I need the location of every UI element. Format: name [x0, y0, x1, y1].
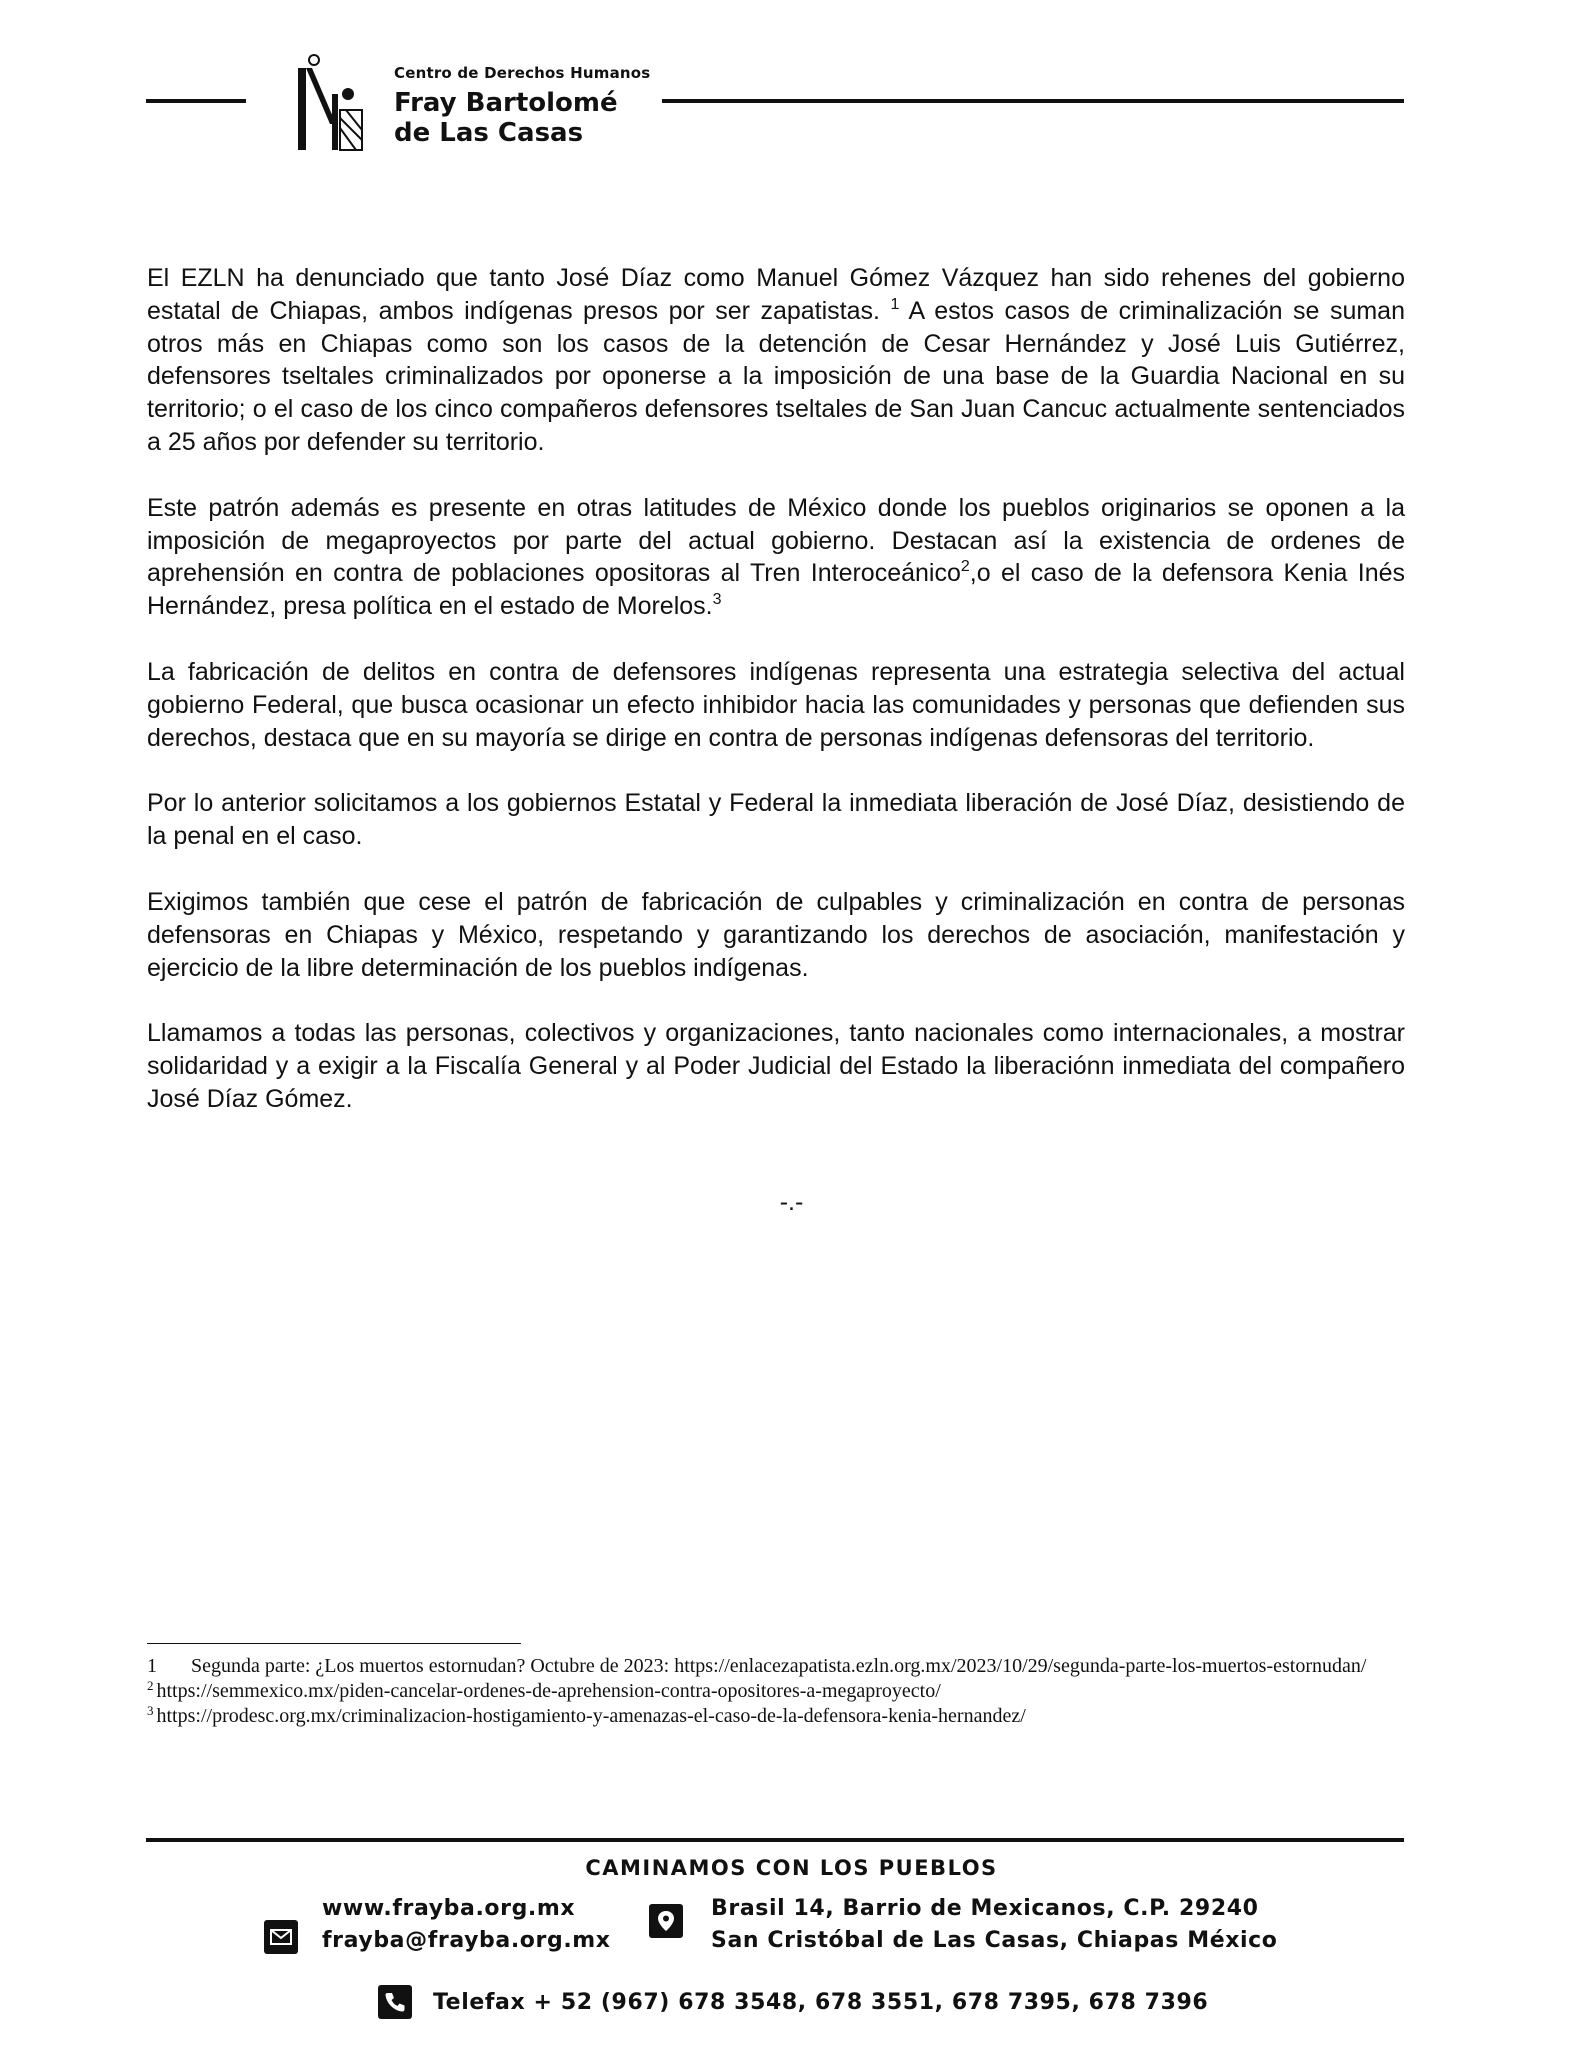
- footnote-ref-3: 3: [712, 591, 722, 609]
- paragraph-2: Este patrón además es presente en otras latitudes de México donde los pueblos originarios se oponen a la imposición de megaproyectos por parte del actual gobierno. Destacan así la existencia de ordenes de aprehensión en contra de poblaciones opositoras al Tren Interoceánico$^2$,o el caso de la defensora Kenia Inés Hernández, presa política en el estado de Morelos.$^3$: [147, 493, 1405, 621]
- mail-icon: [264, 1920, 298, 1954]
- paragraph-5: Exigimos también que cese el patrón de fabricación de culpables y criminalización en contra de personas defensoras en Chiapas y México, respetando y garantizando los derechos de asociación, manifestación y ejercicio de la libre determinación de los pueblos indígenas.: [147, 887, 1405, 982]
- footnote-number: 1: [147, 1655, 157, 1677]
- location-pin-icon: [649, 1904, 683, 1938]
- footer-address: [711, 1893, 1278, 1957]
- paragraph-6: Llamamos a todas las personas, colectivos y organizaciones, tanto nacionales como internacionales, a mostrar solidaridad y a exigir a la Fiscalía General y al Poder Judicial del Estado la liberaciónn inmediata del compañero José Díaz Gómez.: [147, 1019, 1405, 1113]
- paragraph-1: El EZLN ha denunciado que tanto José Díaz como Manuel Gómez Vázquez han sido rehenes del gobierno estatal de Chiapas, ambos indígenas presos por ser zapatistas. $^1$ A estos casos de criminalización se suman otros más en Chiapas como son los casos de la detención de Cesar Hernández y José Luis Gutiérrez, defensores tseltales criminalizados por oponerse a la imposición de una base de la Guardia Nacional en su territorio; o el caso de los cinco compañeros defensores tseltales de San Juan Cancuc actualmente sentenciados a 25 años por defender su territorio.: [147, 264, 1405, 456]
- organization-logo-text: [394, 64, 650, 148]
- address-line-2: San Cristóbal de Las Casas, Chiapas México: [711, 1928, 1278, 1953]
- email-link[interactable]: frayba@frayba.org.mx: [322, 1928, 611, 1953]
- footnote-ref-2: 2: [960, 558, 970, 576]
- header-rule-left: [146, 99, 246, 103]
- closing-mark: -.-: [779, 1188, 804, 1216]
- header-rule-right: [662, 99, 1404, 103]
- footnote-number: 2: [147, 1678, 154, 1693]
- footer-phones: Telefax + 52 (967) 678 3548, 678 3551, 678 7395, 678 7396: [433, 1990, 1209, 2015]
- footnote-1: [147, 1654, 1405, 1679]
- phone-icon: [378, 1985, 412, 2019]
- footer-rule: [146, 1838, 1404, 1842]
- document-body: [147, 262, 1405, 1149]
- footnote-separator: [147, 1643, 521, 1644]
- footnote-2: [147, 1679, 1405, 1704]
- footnote-3: [147, 1704, 1405, 1729]
- paragraph-3: La fabricación de delitos en contra de defensores indígenas representa una estrategia selectiva del actual gobierno Federal, que busca ocasionar un efecto inhibidor hacia las comunidades y personas que defienden sus derechos, destaca que en su mayoría se dirige en contra de personas indígenas defensoras del territorio.: [147, 657, 1405, 752]
- footnote-ref-1: 1: [890, 295, 900, 313]
- footer-contact-web: [322, 1893, 611, 1957]
- footnote-number: 3: [147, 1703, 154, 1718]
- footnote-text: Segunda parte: ¿Los muertos estornudan? Octubre de 2023: https://enlacezapatista.ezln.org.mx/2023/10/29/segunda-parte-los-muertos-estornudan/: [191, 1655, 1367, 1677]
- org-name-line2: Fray Bartolomé: [394, 88, 618, 118]
- address-line-1: Brasil 14, Barrio de Mexicanos, C.P. 29240: [711, 1896, 1259, 1921]
- footer-motto: CAMINAMOS CON LOS PUEBLOS: [585, 1856, 998, 1880]
- footnotes: [147, 1654, 1405, 1729]
- footnote-text: https://prodesc.org.mx/criminalizacion-hostigamiento-y-amenazas-el-caso-de-la-defensora-kenia-hernandez/: [156, 1705, 1026, 1727]
- frayba-logo-icon: [296, 54, 366, 152]
- org-name-line3: de Las Casas: [394, 118, 584, 148]
- org-name-line1: Centro de Derechos Humanos: [394, 64, 651, 82]
- footnote-text: https://semmexico.mx/piden-cancelar-ordenes-de-aprehension-contra-opositores-a-megaproyecto/: [156, 1680, 941, 1702]
- paragraph-4: Por lo anterior solicitamos a los gobiernos Estatal y Federal la inmediata liberación de José Díaz, desistiendo de la penal en el caso.: [147, 789, 1405, 851]
- website-link[interactable]: www.frayba.org.mx: [322, 1896, 576, 1921]
